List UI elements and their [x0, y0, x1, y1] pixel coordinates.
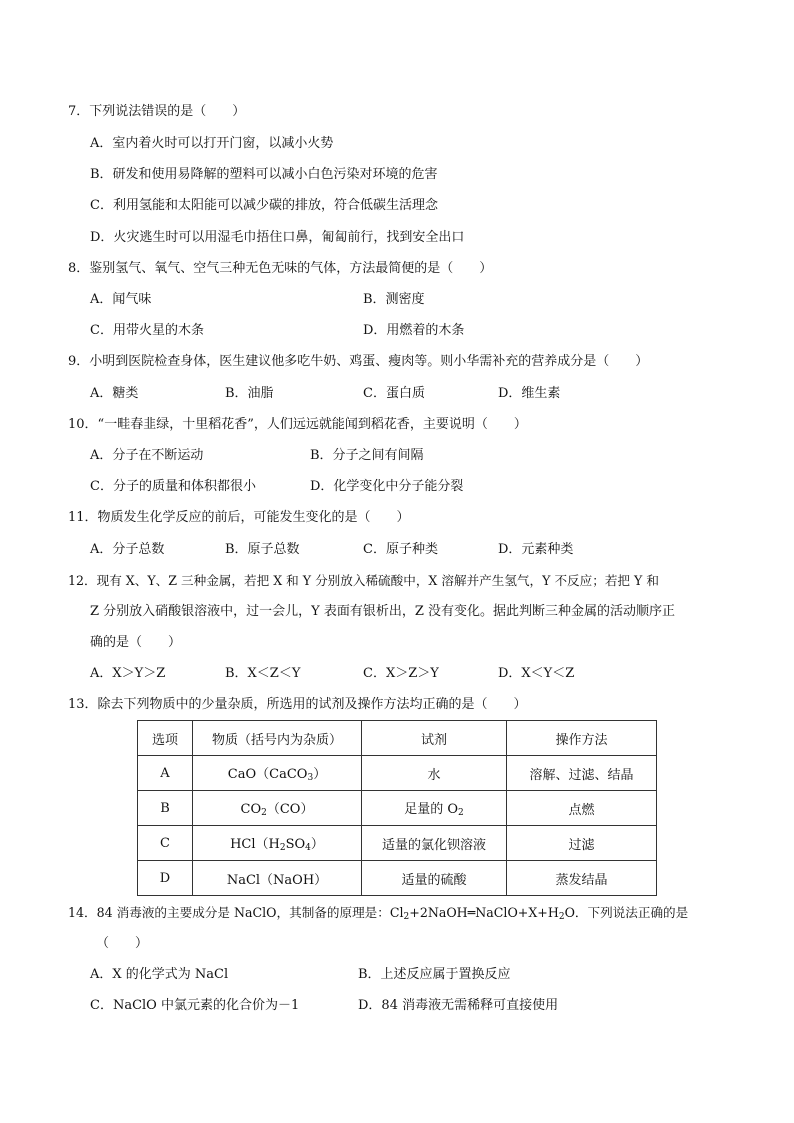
- table-row: [138, 861, 657, 896]
- q9-stem: 9．小明到医院检查身体，医生建议他多吃牛奶、鸡蛋、瘦肉等。则小华需补充的营养成分是（ ）: [68, 354, 649, 369]
- q14-option-b: B．上述反应属于置换反应: [358, 967, 511, 982]
- q12-stem-line1: 12．现有 X、Y、Z 三种金属，若把 X 和 Y 分别放入稀硫酸中，X 溶解并产生氢气，Y 不反应；若把 Y 和: [68, 573, 659, 588]
- table-header-row: [138, 721, 657, 756]
- q8-option-d: D．用燃着的木条: [363, 323, 465, 338]
- q8-stem: 8．鉴别氢气、氧气、空气三种无色无味的气体，方法最简便的是（ ）: [68, 261, 493, 276]
- row-substance: $CO_2(CO)$: [193, 791, 362, 826]
- row-reagent: 适量的氯化钡溶液: [362, 826, 507, 861]
- row-method: 蒸发结晶: [507, 861, 657, 896]
- q9-option-b: B．油脂: [225, 386, 274, 401]
- q10-stem: 10．“一畦春韭绿，十里稻花香”，人们远远就能闻到稻花香，主要说明（ ）: [68, 417, 527, 432]
- q8-option-c: C．用带火星的木条: [90, 323, 204, 338]
- q11-option-b: B．原子总数: [225, 542, 300, 557]
- row-method: 过滤: [507, 826, 657, 861]
- q7-option-d: D．火灾逃生时可以用湿毛巾捂住口鼻，匍匐前行，找到安全出口: [90, 230, 465, 245]
- table-header-method: 操作方法: [507, 721, 657, 756]
- row-option: A: [138, 756, 193, 791]
- q14-stem-line1: 14．84 消毒液的主要成分是 NaClO，其制备的原理是：$Cl_2+2NaOH═NaClO+X+H_2O$．下列说法正确的是: [68, 905, 689, 922]
- q12-option-d: D．X＜Y＜Z: [498, 666, 575, 681]
- q12-option-a: A．X＞Y＞Z: [90, 666, 166, 681]
- q12-stem-line3: 确的是（ ）: [90, 635, 182, 650]
- row-reagent: 适量的硫酸: [362, 861, 507, 896]
- table-header-option: 选项: [138, 721, 193, 756]
- q11-option-d: D．元素种类: [498, 542, 574, 557]
- table-header-reagent: 试剂: [362, 721, 507, 756]
- q12-option-c: C．X＞Z＞Y: [363, 666, 439, 681]
- q13-table: [137, 720, 657, 896]
- q7-stem: 7．下列说法错误的是（ ）: [68, 104, 246, 119]
- q7-option-a: A．室内着火时可以打开门窗，以减小火势: [90, 136, 334, 151]
- q10-option-a: A．分子在不断运动: [90, 448, 204, 463]
- q14-option-a: A．X 的化学式为 NaCl: [90, 967, 229, 982]
- table-row: [138, 826, 657, 861]
- q11-option-c: C．原子种类: [363, 542, 438, 557]
- row-option: C: [138, 826, 193, 861]
- row-option: D: [138, 861, 193, 896]
- q9-option-a: A．糖类: [90, 386, 139, 401]
- q11-option-a: A．分子总数: [90, 542, 165, 557]
- q8-option-a: A．闻气味: [90, 292, 152, 307]
- q7-option-c: C．利用氢能和太阳能可以减少碳的排放，符合低碳生活理念: [90, 198, 438, 213]
- q10-option-b: B．分子之间有间隔: [310, 448, 424, 463]
- q12-stem-line2: Z 分别放入硝酸银溶液中，过一会儿，Y 表面有银析出，Z 没有变化。据此判断三种金属的活动顺序正: [90, 604, 676, 619]
- row-method: 点燃: [507, 791, 657, 826]
- q10-option-d: D．化学变化中分子能分裂: [310, 479, 464, 494]
- row-reagent: 水: [362, 756, 507, 791]
- row-method: 溶解、过滤、结晶: [507, 756, 657, 791]
- q11-stem: 11．物质发生化学反应的前后，可能发生变化的是（ ）: [68, 510, 410, 525]
- row-reagent: 足量的 $O_2$: [362, 791, 507, 826]
- q14-option-d: D．84 消毒液无需稀释可直接使用: [358, 998, 559, 1013]
- row-substance: $HCl(H_2SO_4)$: [193, 826, 362, 861]
- q9-option-c: C．蛋白质: [363, 386, 425, 401]
- table-row: [138, 756, 657, 791]
- q8-option-b: B．测密度: [363, 292, 425, 307]
- row-substance: NaCl（NaOH）: [193, 861, 362, 896]
- q12-option-b: B．X＜Z＜Y: [225, 666, 301, 681]
- q13-stem: 13．除去下列物质中的少量杂质，所选用的试剂及操作方法均正确的是（ ）: [68, 697, 527, 712]
- row-substance: CaO（CaCO$_3$）: [193, 756, 362, 791]
- table-header-substance: 物质（括号内为杂质）: [193, 721, 362, 756]
- q7-option-b: B．研发和使用易降解的塑料可以减小白色污染对环境的危害: [90, 167, 438, 182]
- q14-option-c: C．NaClO 中氯元素的化合价为－1: [90, 998, 300, 1013]
- row-option: B: [138, 791, 193, 826]
- table-row: [138, 791, 657, 826]
- q14-stem-line2: （ ）: [96, 936, 149, 951]
- q10-option-c: C．分子的质量和体积都很小: [90, 479, 256, 494]
- q9-option-d: D．维生素: [498, 386, 561, 401]
